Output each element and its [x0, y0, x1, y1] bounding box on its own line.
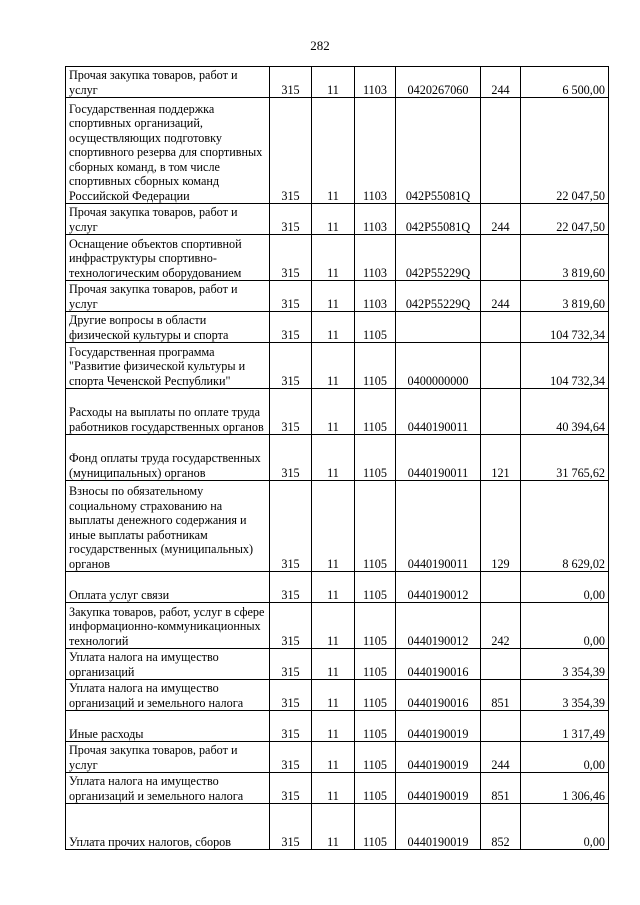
row-expense-type-cell	[481, 235, 521, 281]
table-row	[66, 235, 609, 281]
table-row	[66, 680, 609, 711]
row-expense-type-cell	[481, 711, 521, 742]
row-grbs-cell: 315	[270, 481, 312, 572]
row-grbs-cell: 315	[270, 389, 312, 435]
row-subsection-cell: 1105	[355, 389, 396, 435]
row-grbs-cell: 315	[270, 312, 312, 343]
row-name-cell: Прочая закупка товаров, работ и услуг	[66, 742, 270, 773]
row-name-cell: Другие вопросы в области физической культуры и спорта	[66, 312, 270, 343]
row-target-article-cell: 0440190019	[396, 773, 481, 804]
table-row	[66, 281, 609, 312]
table-row	[66, 343, 609, 389]
table-body	[66, 67, 609, 850]
row-expense-type-cell: 244	[481, 204, 521, 235]
row-name-cell: Уплата налога на имущество организаций	[66, 649, 270, 680]
row-amount-cell: 3 819,60	[521, 281, 609, 312]
row-subsection-cell: 1105	[355, 773, 396, 804]
row-expense-type-cell: 129	[481, 481, 521, 572]
row-target-article-cell: 0440190012	[396, 572, 481, 603]
row-expense-type-cell	[481, 649, 521, 680]
row-amount-cell: 22 047,50	[521, 204, 609, 235]
row-subsection-cell: 1103	[355, 281, 396, 312]
row-grbs-cell: 315	[270, 98, 312, 204]
row-amount-cell: 3 819,60	[521, 235, 609, 281]
row-name-cell: Прочая закупка товаров, работ и услуг	[66, 281, 270, 312]
row-grbs-cell: 315	[270, 804, 312, 850]
row-name-cell: Прочая закупка товаров, работ и услуг	[66, 204, 270, 235]
row-expense-type-cell: 851	[481, 680, 521, 711]
row-name-cell: Иные расходы	[66, 711, 270, 742]
row-grbs-cell: 315	[270, 67, 312, 98]
row-expense-type-cell: 242	[481, 603, 521, 649]
row-expense-type-cell: 244	[481, 281, 521, 312]
row-target-article-cell: 0440190016	[396, 680, 481, 711]
row-subsection-cell: 1105	[355, 804, 396, 850]
row-target-article-cell: 0440190019	[396, 804, 481, 850]
table-row	[66, 98, 609, 204]
row-amount-cell: 3 354,39	[521, 680, 609, 711]
row-section-cell: 11	[312, 804, 355, 850]
row-target-article-cell: 0440190012	[396, 603, 481, 649]
row-amount-cell: 0,00	[521, 603, 609, 649]
table-row	[66, 649, 609, 680]
row-subsection-cell: 1105	[355, 312, 396, 343]
row-target-article-cell: 0440190011	[396, 389, 481, 435]
table-row	[66, 804, 609, 850]
row-target-article-cell: 0420267060	[396, 67, 481, 98]
table-row	[66, 204, 609, 235]
row-amount-cell: 1 317,49	[521, 711, 609, 742]
row-grbs-cell: 315	[270, 343, 312, 389]
row-section-cell: 11	[312, 389, 355, 435]
row-subsection-cell: 1103	[355, 98, 396, 204]
row-section-cell: 11	[312, 235, 355, 281]
row-name-cell: Государственная программа "Развитие физической культуры и спорта Чеченской Республики"	[66, 343, 270, 389]
row-grbs-cell: 315	[270, 204, 312, 235]
row-name-cell: Оплата услуг связи	[66, 572, 270, 603]
row-subsection-cell: 1105	[355, 435, 396, 481]
row-subsection-cell: 1105	[355, 572, 396, 603]
row-grbs-cell: 315	[270, 773, 312, 804]
row-section-cell: 11	[312, 680, 355, 711]
row-section-cell: 11	[312, 67, 355, 98]
page-number: 282	[310, 38, 330, 53]
row-name-cell: Закупка товаров, работ, услуг в сфере информационно-коммуникационных технологий	[66, 603, 270, 649]
row-target-article-cell: 0440190011	[396, 435, 481, 481]
row-amount-cell: 40 394,64	[521, 389, 609, 435]
row-section-cell: 11	[312, 343, 355, 389]
row-expense-type-cell	[481, 572, 521, 603]
budget-table	[65, 66, 609, 850]
row-grbs-cell: 315	[270, 680, 312, 711]
row-name-cell: Прочая закупка товаров, работ и услуг	[66, 67, 270, 98]
table-row	[66, 742, 609, 773]
row-amount-cell: 0,00	[521, 572, 609, 603]
row-grbs-cell: 315	[270, 711, 312, 742]
row-name-cell: Оснащение объектов спортивной инфраструктуры спортивно-технологическим оборудованием	[66, 235, 270, 281]
row-subsection-cell: 1105	[355, 481, 396, 572]
row-name-cell: Государственная поддержка спортивных организаций, осуществляющих подготовку спортивного резерва для спортивных сборных команд, в том числе спортивных сборных команд Российской Федерации	[66, 98, 270, 204]
row-amount-cell: 0,00	[521, 742, 609, 773]
row-amount-cell: 104 732,34	[521, 343, 609, 389]
table-row	[66, 572, 609, 603]
row-expense-type-cell	[481, 343, 521, 389]
row-target-article-cell: 0440190016	[396, 649, 481, 680]
table-row	[66, 481, 609, 572]
row-subsection-cell: 1105	[355, 603, 396, 649]
table-row	[66, 312, 609, 343]
row-expense-type-cell: 244	[481, 742, 521, 773]
row-section-cell: 11	[312, 572, 355, 603]
row-subsection-cell: 1103	[355, 67, 396, 98]
row-target-article-cell: 042P55081Q	[396, 204, 481, 235]
row-grbs-cell: 315	[270, 572, 312, 603]
table-row	[66, 603, 609, 649]
row-grbs-cell: 315	[270, 649, 312, 680]
row-grbs-cell: 315	[270, 235, 312, 281]
row-amount-cell: 3 354,39	[521, 649, 609, 680]
row-expense-type-cell: 852	[481, 804, 521, 850]
row-section-cell: 11	[312, 773, 355, 804]
row-name-cell: Уплата прочих налогов, сборов	[66, 804, 270, 850]
row-target-article-cell: 0400000000	[396, 343, 481, 389]
row-name-cell: Уплата налога на имущество организаций и земельного налога	[66, 773, 270, 804]
row-amount-cell: 22 047,50	[521, 98, 609, 204]
row-section-cell: 11	[312, 481, 355, 572]
row-amount-cell: 0,00	[521, 804, 609, 850]
row-subsection-cell: 1103	[355, 204, 396, 235]
row-target-article-cell	[396, 312, 481, 343]
row-grbs-cell: 315	[270, 281, 312, 312]
row-expense-type-cell: 244	[481, 67, 521, 98]
row-grbs-cell: 315	[270, 435, 312, 481]
table-row	[66, 711, 609, 742]
row-section-cell: 11	[312, 204, 355, 235]
table-row	[66, 389, 609, 435]
row-subsection-cell: 1103	[355, 235, 396, 281]
row-section-cell: 11	[312, 281, 355, 312]
row-subsection-cell: 1105	[355, 649, 396, 680]
row-target-article-cell: 042P55229Q	[396, 235, 481, 281]
row-amount-cell: 8 629,02	[521, 481, 609, 572]
row-name-cell: Взносы по обязательному социальному страхованию на выплаты денежного содержания и иные выплаты работникам государственных (муниципальных) органов	[66, 481, 270, 572]
row-amount-cell: 1 306,46	[521, 773, 609, 804]
row-section-cell: 11	[312, 649, 355, 680]
row-amount-cell: 31 765,62	[521, 435, 609, 481]
row-section-cell: 11	[312, 98, 355, 204]
row-grbs-cell: 315	[270, 603, 312, 649]
row-subsection-cell: 1105	[355, 742, 396, 773]
row-target-article-cell: 0440190011	[396, 481, 481, 572]
row-expense-type-cell	[481, 389, 521, 435]
table-row	[66, 67, 609, 98]
row-expense-type-cell	[481, 98, 521, 204]
row-name-cell: Уплата налога на имущество организаций и земельного налога	[66, 680, 270, 711]
row-section-cell: 11	[312, 603, 355, 649]
row-expense-type-cell	[481, 312, 521, 343]
row-expense-type-cell: 851	[481, 773, 521, 804]
table-row	[66, 773, 609, 804]
row-target-article-cell: 042P55081Q	[396, 98, 481, 204]
row-amount-cell: 104 732,34	[521, 312, 609, 343]
row-section-cell: 11	[312, 435, 355, 481]
row-amount-cell: 6 500,00	[521, 67, 609, 98]
row-target-article-cell: 0440190019	[396, 742, 481, 773]
row-subsection-cell: 1105	[355, 343, 396, 389]
row-name-cell: Фонд оплаты труда государственных (муниципальных) органов	[66, 435, 270, 481]
row-section-cell: 11	[312, 312, 355, 343]
row-name-cell: Расходы на выплаты по оплате труда работников государственных органов	[66, 389, 270, 435]
row-expense-type-cell: 121	[481, 435, 521, 481]
row-grbs-cell: 315	[270, 742, 312, 773]
row-subsection-cell: 1105	[355, 680, 396, 711]
row-section-cell: 11	[312, 711, 355, 742]
row-subsection-cell: 1105	[355, 711, 396, 742]
table-row	[66, 435, 609, 481]
row-section-cell: 11	[312, 742, 355, 773]
row-target-article-cell: 042P55229Q	[396, 281, 481, 312]
row-target-article-cell: 0440190019	[396, 711, 481, 742]
